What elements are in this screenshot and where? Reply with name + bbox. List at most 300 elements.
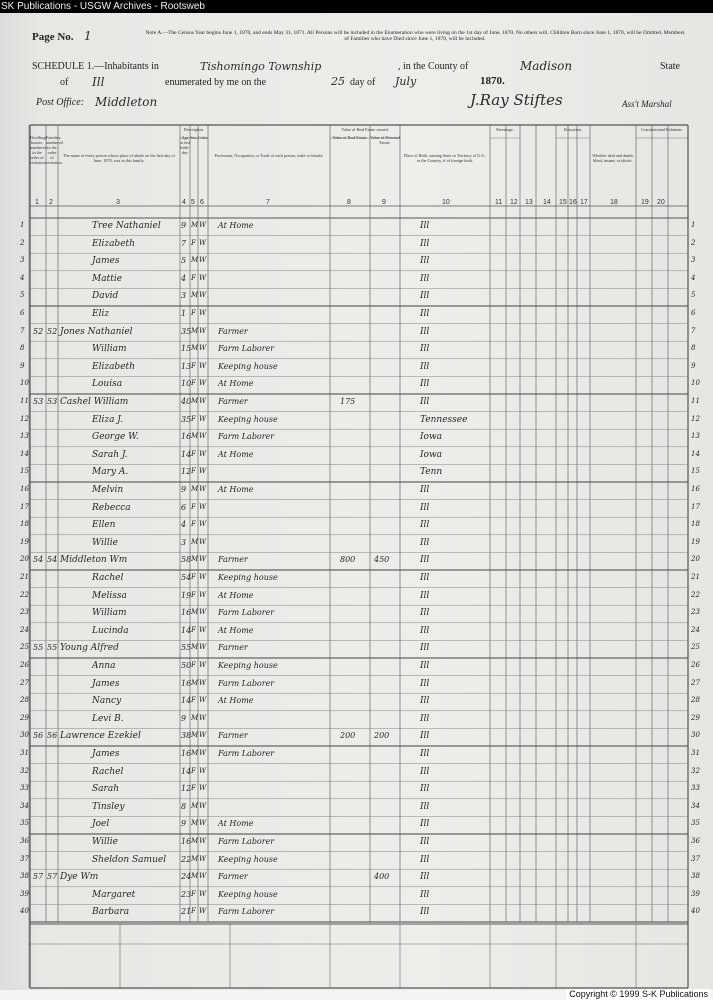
person-sex: M xyxy=(191,555,199,564)
county-value: Madison xyxy=(520,59,573,73)
person-sex: M xyxy=(191,678,199,687)
column-number: 10 xyxy=(442,199,450,206)
birthplace: Ill xyxy=(420,256,430,267)
row-number-left: 10 xyxy=(20,379,29,388)
row-number-right: 16 xyxy=(691,485,700,493)
census-row xyxy=(0,696,713,714)
row-number-left: 32 xyxy=(20,766,29,775)
archive-header-label: SK Publications - USGW Archives - Rootsweb xyxy=(1,1,205,12)
person-occupation: At Home xyxy=(218,379,254,389)
person-sex: F xyxy=(191,889,196,898)
person-occupation: Keeping house xyxy=(218,889,278,899)
census-row xyxy=(0,362,713,380)
post-office-value: Middleton xyxy=(95,95,158,109)
person-name: Nancy xyxy=(92,696,122,707)
column-number: 13 xyxy=(525,199,533,206)
row-number-left: 27 xyxy=(20,678,29,687)
person-name: Lawrence Ezekiel xyxy=(60,731,141,742)
birthplace: Ill xyxy=(420,819,430,830)
column-number: 3 xyxy=(116,199,120,206)
person-color: W xyxy=(199,819,207,828)
person-color: W xyxy=(199,854,207,863)
birthplace: Ill xyxy=(420,907,430,918)
row-number-right: 8 xyxy=(691,344,696,353)
person-sex: M xyxy=(191,872,199,881)
census-row xyxy=(0,256,713,274)
person-color: W xyxy=(199,590,207,599)
column-header-birthplace: Place of Birth, naming State or Territory of U.S.; or the Country, if of foreign birth. xyxy=(404,153,486,163)
person-occupation: Keeping house xyxy=(218,661,278,670)
person-sex: M xyxy=(191,432,199,441)
person-name: Tree Nathaniel xyxy=(92,221,161,231)
row-number-right: 38 xyxy=(691,872,700,881)
birthplace: Ill xyxy=(420,889,430,900)
row-number-left: 30 xyxy=(20,731,29,740)
person-sex: F xyxy=(191,784,196,793)
person-color: W xyxy=(199,221,207,229)
person-age: 21 xyxy=(181,907,192,917)
family-number: 55 xyxy=(47,643,58,653)
person-color: W xyxy=(199,256,207,265)
schedule-label: SCHEDULE 1.—Inhabitants in xyxy=(32,61,159,72)
person-color: W xyxy=(199,326,207,335)
row-number-right: 26 xyxy=(691,661,700,669)
census-row xyxy=(0,749,713,767)
row-number-right: 23 xyxy=(691,608,700,617)
person-name: Barbara xyxy=(92,907,130,918)
person-occupation: Farmer xyxy=(218,326,248,336)
person-name: Dye Wm xyxy=(60,872,99,883)
person-sex: F xyxy=(191,907,196,916)
row-number-right: 6 xyxy=(691,309,696,317)
column-header-color: Color. xyxy=(198,135,209,140)
person-sex: F xyxy=(191,273,196,282)
person-color: W xyxy=(199,432,207,441)
census-row xyxy=(0,291,713,309)
person-occupation: At Home xyxy=(218,696,254,706)
person-age: 40 xyxy=(181,397,192,406)
person-sex: M xyxy=(191,713,199,722)
person-occupation: At Home xyxy=(218,485,254,494)
birthplace: Ill xyxy=(420,801,430,812)
person-sex: M xyxy=(191,731,199,740)
person-age: 9 xyxy=(181,713,187,723)
header-group-parentage: Parentage. xyxy=(496,127,514,132)
row-number-left: 39 xyxy=(20,889,29,898)
person-occupation: Farm Laborer xyxy=(218,678,275,688)
column-number: 16 xyxy=(569,199,577,206)
column-header-real-estate: Value of Real Estate. xyxy=(332,135,368,140)
person-sex: F xyxy=(191,661,196,669)
real-estate-value: 200 xyxy=(340,731,356,741)
person-name: Levi B. xyxy=(92,713,124,724)
personal-estate-value: 400 xyxy=(374,872,390,882)
person-sex: M xyxy=(191,397,199,405)
birthplace: Ill xyxy=(420,520,430,531)
person-name: Mary A. xyxy=(92,467,129,478)
person-name: Willie xyxy=(92,537,118,548)
family-number: 53 xyxy=(47,397,58,406)
person-sex: F xyxy=(191,590,196,599)
person-occupation: Farmer xyxy=(218,397,248,406)
row-number-left: 31 xyxy=(20,749,29,757)
row-number-left: 19 xyxy=(20,537,29,546)
person-age: 23 xyxy=(181,889,192,899)
person-age: 16 xyxy=(181,432,192,442)
person-occupation: At Home xyxy=(218,819,254,829)
census-row xyxy=(0,784,713,802)
column-header-occupation: Profession, Occupation, or Trade of each person, male or female. xyxy=(214,153,324,158)
person-age: 12 xyxy=(181,784,192,794)
row-number-left: 12 xyxy=(20,414,29,423)
person-name: Lucinda xyxy=(92,625,129,636)
person-color: W xyxy=(199,784,207,793)
row-number-right: 35 xyxy=(691,819,700,828)
person-color: W xyxy=(199,502,207,511)
column-number: 15 xyxy=(559,199,567,206)
person-name: Jones Nathaniel xyxy=(60,326,133,337)
person-color: W xyxy=(199,801,207,810)
person-name: Elizabeth xyxy=(92,361,135,372)
birthplace: Ill xyxy=(420,344,430,355)
row-number-left: 22 xyxy=(20,590,29,599)
row-number-right: 10 xyxy=(691,379,700,388)
row-number-left: 17 xyxy=(20,502,29,511)
person-color: W xyxy=(199,397,207,405)
person-age: 9 xyxy=(181,485,187,494)
person-sex: F xyxy=(191,573,196,581)
row-number-left: 34 xyxy=(20,801,29,810)
row-number-left: 40 xyxy=(20,907,29,916)
person-age: 4 xyxy=(181,273,187,283)
row-number-right: 29 xyxy=(691,713,700,722)
person-sex: F xyxy=(191,361,196,370)
person-age: 3 xyxy=(181,537,187,547)
person-name: Rachel xyxy=(92,766,124,777)
row-number-right: 12 xyxy=(691,414,700,423)
person-color: W xyxy=(199,537,207,546)
header-group-constitutional: Constitutional Relations. xyxy=(641,127,683,132)
birthplace: Ill xyxy=(420,555,430,566)
row-number-left: 9 xyxy=(20,361,25,370)
family-number: 52 xyxy=(47,326,58,336)
family-number: 54 xyxy=(47,555,58,565)
person-age: 14 xyxy=(181,625,192,635)
header-group-value: Value of Real Estate owned. xyxy=(341,127,389,132)
person-name: Eliz xyxy=(92,309,110,319)
row-number-left: 13 xyxy=(20,432,29,441)
header-group-education: Education. xyxy=(563,127,583,132)
row-number-left: 24 xyxy=(20,625,29,634)
person-name: William xyxy=(92,608,127,619)
person-sex: M xyxy=(191,221,199,229)
census-row xyxy=(0,327,713,345)
person-age: 24 xyxy=(181,872,192,882)
state-label: State xyxy=(660,61,680,72)
census-row xyxy=(0,890,713,908)
dwelling-number: 54 xyxy=(33,555,44,565)
person-name: Ellen xyxy=(92,520,116,531)
census-row xyxy=(0,608,713,626)
person-name: Tinsley xyxy=(92,801,125,812)
person-occupation: Keeping house xyxy=(218,414,278,424)
person-age: 14 xyxy=(181,449,192,459)
person-name: George W. xyxy=(92,432,139,443)
person-sex: F xyxy=(191,696,196,705)
person-name: David xyxy=(92,291,119,302)
row-number-left: 33 xyxy=(20,784,29,793)
person-sex: F xyxy=(191,502,196,511)
column-header-name: The name of every person whose place of abode on the first day of June, 1870, was in this family. xyxy=(63,153,175,163)
person-sex: M xyxy=(191,643,199,652)
person-color: W xyxy=(199,361,207,370)
census-row xyxy=(0,432,713,450)
census-row xyxy=(0,467,713,485)
person-sex: F xyxy=(191,467,196,476)
header-group-description: Description. xyxy=(183,127,205,132)
column-header-personal-estate: Value of Personal Estate. xyxy=(370,135,400,145)
row-number-right: 4 xyxy=(691,273,696,282)
person-age: 50 xyxy=(181,661,192,670)
row-number-left: 11 xyxy=(20,397,29,405)
person-age: 55 xyxy=(181,643,192,653)
person-occupation: Farm Laborer xyxy=(218,432,275,442)
person-name: Young Alfred xyxy=(60,643,119,654)
birthplace: Iowa xyxy=(420,432,443,443)
census-row xyxy=(0,503,713,521)
birthplace: Ill xyxy=(420,309,430,319)
row-number-right: 32 xyxy=(691,766,700,775)
row-number-left: 15 xyxy=(20,467,29,476)
person-age: 3 xyxy=(181,291,187,301)
person-sex: F xyxy=(191,379,196,388)
row-number-left: 16 xyxy=(20,485,29,493)
dwelling-number: 56 xyxy=(33,731,44,741)
row-number-left: 21 xyxy=(20,573,29,581)
row-number-right: 19 xyxy=(691,537,700,546)
row-number-left: 28 xyxy=(20,696,29,705)
person-name: Eliza J. xyxy=(92,414,124,425)
column-header-family: Families, numbered in the order of visitation. xyxy=(46,135,63,165)
person-age: 15 xyxy=(181,344,192,354)
row-number-left: 8 xyxy=(20,344,25,353)
census-row xyxy=(0,309,713,327)
person-occupation: Farmer xyxy=(218,731,248,741)
row-number-left: 37 xyxy=(20,854,29,863)
row-number-right: 30 xyxy=(691,731,700,740)
birthplace: Tennessee xyxy=(420,414,468,425)
person-name: Middleton Wm xyxy=(60,555,128,566)
day-label: day of xyxy=(350,77,376,88)
row-number-left: 6 xyxy=(20,309,25,317)
person-occupation: At Home xyxy=(218,625,254,635)
person-age: 58 xyxy=(181,555,192,565)
person-sex: M xyxy=(191,485,199,493)
row-number-right: 1 xyxy=(691,221,696,229)
column-number: 2 xyxy=(49,199,53,206)
person-name: Joel xyxy=(92,819,110,830)
county-label: , in the County of xyxy=(398,61,469,72)
row-number-left: 3 xyxy=(20,256,25,265)
person-sex: F xyxy=(191,238,196,247)
person-age: 16 xyxy=(181,608,192,618)
person-sex: F xyxy=(191,449,196,458)
person-color: W xyxy=(199,643,207,652)
census-row xyxy=(0,907,713,925)
column-number: 18 xyxy=(610,199,618,206)
person-name: Mattie xyxy=(92,273,123,284)
census-row xyxy=(0,555,713,573)
row-number-right: 13 xyxy=(691,432,700,441)
person-sex: M xyxy=(191,326,199,335)
census-row xyxy=(0,679,713,697)
census-row xyxy=(0,538,713,556)
birthplace: Ill xyxy=(420,872,430,883)
census-row xyxy=(0,661,713,679)
person-sex: F xyxy=(191,766,196,775)
person-color: W xyxy=(199,731,207,740)
of-label: of xyxy=(60,77,69,88)
person-name: Sarah xyxy=(92,784,119,795)
person-age: 5 xyxy=(181,256,187,266)
real-estate-value: 800 xyxy=(340,555,356,565)
month-value: July xyxy=(395,75,417,88)
column-number: 6 xyxy=(200,199,204,206)
person-sex: M xyxy=(191,801,199,810)
row-number-right: 20 xyxy=(691,555,700,564)
family-number: 56 xyxy=(47,731,58,741)
census-row xyxy=(0,802,713,820)
census-row xyxy=(0,643,713,661)
birthplace: Ill xyxy=(420,221,430,231)
state-value: Ill xyxy=(92,75,105,89)
enumerated-label: enumerated by me on the xyxy=(165,77,267,88)
row-number-left: 23 xyxy=(20,608,29,617)
person-name: Rachel xyxy=(92,573,124,583)
row-number-left: 14 xyxy=(20,449,29,458)
birthplace: Ill xyxy=(420,273,430,284)
birthplace: Ill xyxy=(420,397,430,407)
census-row xyxy=(0,573,713,591)
person-color: W xyxy=(199,889,207,898)
person-color: W xyxy=(199,907,207,916)
birthplace: Ill xyxy=(420,485,430,495)
person-sex: M xyxy=(191,537,199,546)
column-number: 8 xyxy=(347,199,351,206)
archive-header-bar xyxy=(0,0,713,13)
person-name: James xyxy=(92,256,120,267)
person-color: W xyxy=(199,608,207,617)
person-age: 19 xyxy=(181,590,192,600)
birthplace: Ill xyxy=(420,696,430,707)
person-color: W xyxy=(199,309,207,317)
census-row xyxy=(0,767,713,785)
row-number-right: 24 xyxy=(691,625,700,634)
person-color: W xyxy=(199,713,207,722)
column-number: 17 xyxy=(580,199,588,206)
row-number-right: 39 xyxy=(691,889,700,898)
census-year: 1870. xyxy=(480,75,505,87)
person-name: Anna xyxy=(92,661,116,671)
row-number-right: 27 xyxy=(691,678,700,687)
person-color: W xyxy=(199,661,207,669)
person-age: 16 xyxy=(181,837,192,846)
birthplace: Ill xyxy=(420,766,430,777)
birthplace: Ill xyxy=(420,625,430,636)
row-number-right: 36 xyxy=(691,837,700,845)
census-row xyxy=(0,731,713,749)
person-age: 4 xyxy=(181,520,187,530)
person-occupation: Farm Laborer xyxy=(218,749,275,758)
column-number: 20 xyxy=(657,199,665,206)
row-number-right: 11 xyxy=(691,397,700,405)
census-row xyxy=(0,819,713,837)
person-sex: M xyxy=(191,854,199,863)
row-number-right: 28 xyxy=(691,696,700,705)
person-age: 14 xyxy=(181,766,192,776)
row-number-left: 35 xyxy=(20,819,29,828)
column-header-infirmity: Whether deaf and dumb, blind, insane, or idiotic. xyxy=(592,153,634,163)
person-color: W xyxy=(199,696,207,705)
census-row xyxy=(0,520,713,538)
person-color: W xyxy=(199,678,207,687)
row-number-right: 37 xyxy=(691,854,700,863)
row-number-right: 25 xyxy=(691,643,700,652)
person-age: 38 xyxy=(181,731,192,741)
census-row xyxy=(0,379,713,397)
birthplace: Ill xyxy=(420,749,430,759)
column-number: 1 xyxy=(35,199,39,206)
person-age: 16 xyxy=(181,678,192,688)
person-sex: F xyxy=(191,309,196,317)
person-name: Sarah J. xyxy=(92,449,128,460)
census-row xyxy=(0,239,713,257)
person-color: W xyxy=(199,414,207,423)
birthplace: Ill xyxy=(420,643,430,654)
person-color: W xyxy=(199,238,207,247)
birthplace: Ill xyxy=(420,608,430,619)
census-row xyxy=(0,344,713,362)
dwelling-number: 57 xyxy=(33,872,44,882)
person-color: W xyxy=(199,573,207,581)
person-color: W xyxy=(199,872,207,881)
birthplace: Ill xyxy=(420,361,430,372)
person-age: 54 xyxy=(181,573,192,582)
person-age: 9 xyxy=(181,819,187,829)
personal-estate-value: 450 xyxy=(374,555,390,565)
person-color: W xyxy=(199,379,207,388)
column-header-age: Age at last birth-day. xyxy=(180,135,190,155)
row-number-right: 9 xyxy=(691,361,696,370)
census-row xyxy=(0,415,713,433)
row-number-left: 38 xyxy=(20,872,29,881)
row-number-left: 1 xyxy=(20,221,25,229)
birthplace: Ill xyxy=(420,537,430,548)
column-number: 14 xyxy=(543,199,551,206)
post-office-label: Post Office: xyxy=(36,97,85,108)
person-age: 35 xyxy=(181,326,192,336)
person-color: W xyxy=(199,291,207,300)
census-row xyxy=(0,837,713,855)
birthplace: Ill xyxy=(420,326,430,337)
census-instructions: Note A.—The Census Year begins June 1, 1870, and ends May 31, 1871. All Persons will be included in the Enumeration who were living on the 1st day of June, 1870. No others will. Children Born since June 1, 1870, will be Omitted. Members of Families who have Died since June 1, 1870, will be included. xyxy=(145,30,685,42)
person-color: W xyxy=(199,837,207,845)
row-number-left: 18 xyxy=(20,520,29,529)
person-sex: M xyxy=(191,819,199,828)
row-number-right: 15 xyxy=(691,467,700,476)
person-occupation: Farmer xyxy=(218,872,248,882)
census-row xyxy=(0,274,713,292)
